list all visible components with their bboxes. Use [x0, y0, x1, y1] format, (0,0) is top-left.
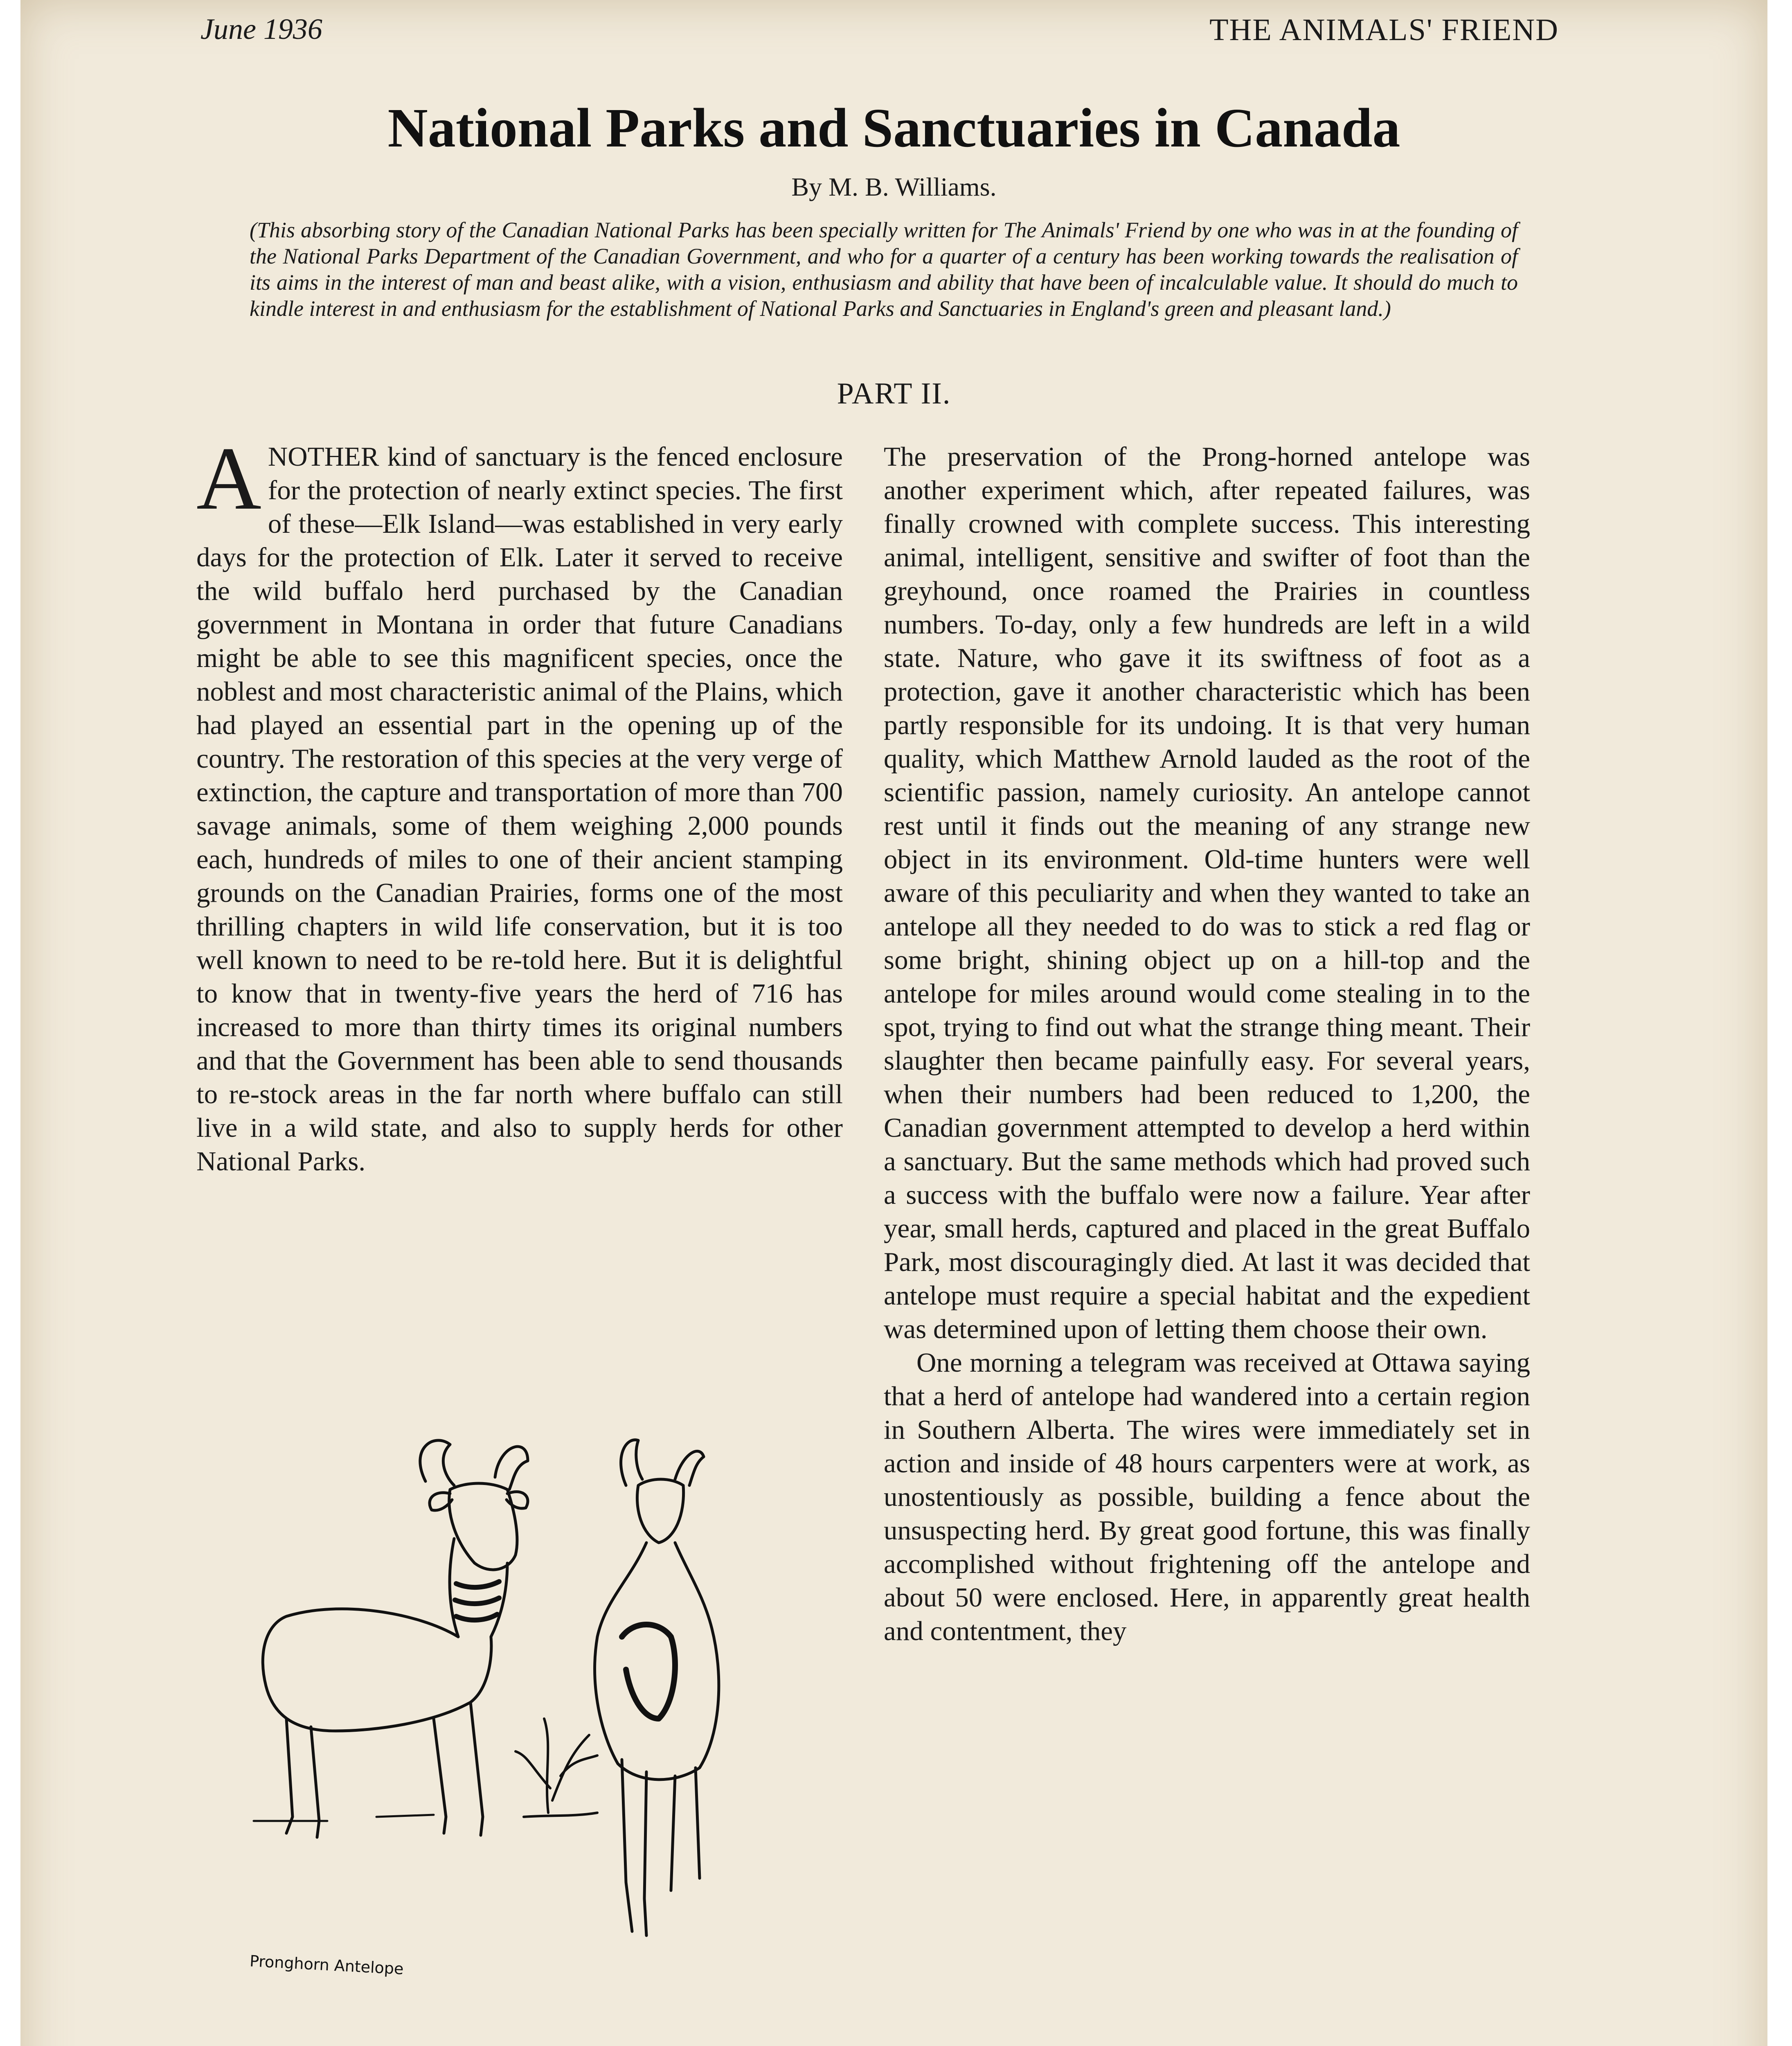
- left-antelope-head: [449, 1483, 517, 1570]
- intro-note: (This absorbing story of the Canadian National Parks has been specially written for The Animals' Friend by one who was in at the founding of the National Parks Department of the Canadian Government, and who for a quarter of a century has been working towards the realisation of its aims in the interest of man and beast alike, with a vision, enthusiasm and ability that have been of incalculable value. It should do much to kindle interest in and enthusiasm for the establishment of National Parks and Sanctuaries in England's green and pleasant land.): [250, 218, 1518, 321]
- left-antelope-shadow: [254, 1815, 434, 1821]
- drop-cap: A: [196, 428, 261, 528]
- byline: By M. B. Williams.: [791, 172, 997, 201]
- right-antelope-body: [595, 1543, 719, 1780]
- shrub: [516, 1719, 597, 1817]
- part-heading: PART II.: [837, 377, 951, 410]
- left-column-text: [196, 428, 843, 1178]
- magazine-page: [20, 0, 1767, 2046]
- article-title: National Parks and Sanctuaries in Canada: [387, 97, 1400, 159]
- issue-date: June 1936: [200, 13, 322, 45]
- right-antelope-head: [637, 1479, 683, 1543]
- publication-title: THE ANIMALS' FRIEND: [1209, 13, 1559, 47]
- left-column: [196, 428, 843, 1178]
- right-column-paragraph-2: One morning a telegram was received at Ottawa saying that a herd of antelope had wandered into a certain region in Southern Alberta. The wires were immediately set in action and inside of 48 hours carpenters were at work, as unostentiously as possible, building a fence about the unsuspecting herd. By great good fortune, this was finally accomplished without frightening off the antelope and about 50 were enclosed. Here, in apparently great health and contentment, they: [884, 1347, 1530, 1646]
- illustration-caption: Pronghorn Antelope: [249, 1952, 404, 1978]
- right-antelope-legs: [622, 1760, 700, 1936]
- left-column-body: NOTHER kind of sanctuary is the fenced enclosure for the protection of nearly extinct species. The first of these—Elk Island—was established in very early days for the protection of Elk. Later it served to receive the wild buffalo herd purchased by the Canadian government in Montana in order that future Canadians might be able to see this magnificent species, once the noblest and most characteristic animal of the Plains, which had played an essential part in the opening up of the country. The restoration of this species at the very verge of extinction, the capture and transportation of more than 700 savage animals, some of them weighing 2,000 pounds each, hundreds of miles to one of their ancient stamping grounds on the Canadian Prairies, forms one of the most thrilling chapters in wild life conservation, but it is too well known to need to be re-told here. But it is delightful to know that in twenty-five years the herd of 716 has increased to more than thirty times its original numbers and that the Government has been able to send thousands to re-stock areas in the far north where buffalo can still live in a wild state, and also to supply herds for other National Parks.: [196, 442, 843, 1176]
- right-antelope-rump: [622, 1625, 675, 1719]
- left-antelope-stripes: [455, 1582, 499, 1620]
- right-column: [884, 440, 1530, 1648]
- pronghorn-illustration: [205, 1408, 900, 2030]
- right-column-paragraph-1: The preservation of the Prong-horned antelope was another experiment which, after repeated failures, was finally crowned with complete success. This interesting animal, intelligent, sensitive and swifter of foot than the greyhound, once roamed the Prairies in countless numbers. To-day, only a few hundreds are left in a wild state. Nature, who gave it its swiftness of foot as a protection, gave it another characteristic which has been partly responsible for its undoing. It is that very human quality, which Matthew Arnold lauded as the root of the scientific passion, namely curiosity. An antelope cannot rest until it finds out the meaning of any strange new object in its environment. Old-time hunters were well aware of this peculiarity and when they wanted to take an antelope all they needed to do was to stick a red flag or some bright, shining object up on a hill-top and the antelope for miles around would come stealing in to the spot, trying to find out what the strange thing meant. Their slaughter then became painfully easy. For several years, when their numbers had been reduced to 1,200, the Canadian government attempted to develop a herd within a sanctuary. But the same methods which had proved such a success with the buffalo were now a failure. Year after year, small herds, captured and placed in the great Buffalo Park, most discouragingly died. At last it was decided that antelope must require a special habitat and the expedient was determined upon of letting them choose their own.: [884, 442, 1530, 1344]
- left-antelope-body: [263, 1609, 491, 1731]
